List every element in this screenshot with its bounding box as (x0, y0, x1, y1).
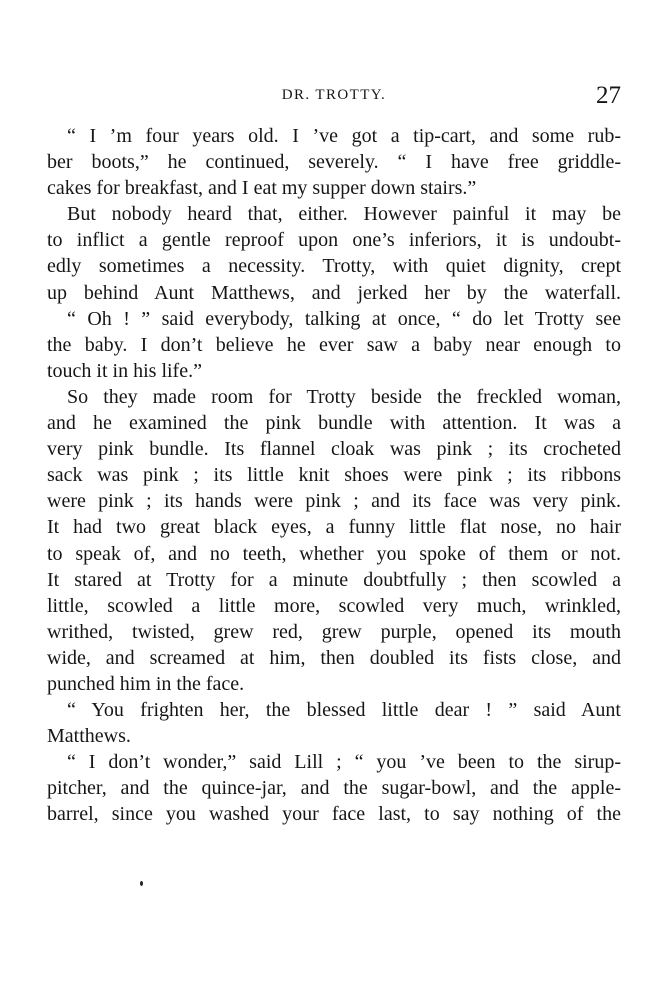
text-line: the baby. I don’t believe he ever saw a baby near enough to (47, 333, 621, 356)
running-title: DR. TROTTY. (281, 87, 387, 103)
text-line: barrel, since you washed your face last, to say nothing of the (47, 803, 621, 826)
text-line: But nobody heard that, either. However painful it may be (67, 203, 621, 226)
text-line: It stared at Trotty for a minute doubtfully ; then scowled a (47, 568, 621, 591)
text-line: to speak of, and no teeth, whether you spoke of them or not. (47, 542, 621, 565)
text-line: wide, and screamed at him, then doubled its fists close, and (47, 646, 621, 669)
text-line: “ You frighten her, the blessed little dear ! ” said Aunt (67, 699, 621, 722)
page-number: 27 (596, 82, 621, 109)
text-line: punched him in the face. (47, 672, 245, 695)
text-line: It had two great black eyes, a funny little flat nose, no hair (47, 516, 621, 539)
text-line: and he examined the pink bundle with attention. It was a (47, 412, 621, 435)
text-line: touch it in his life.” (47, 359, 202, 382)
text-line: writhed, twisted, grew red, grew purple, opened its mouth (47, 620, 621, 643)
text-line: up behind Aunt Matthews, and jerked her by the waterfall. (47, 281, 621, 304)
text-line: were pink ; its hands were pink ; and its face was very pink. (47, 490, 621, 513)
text-line: ber boots,” he continued, severely. “ I have free griddle- (47, 151, 621, 174)
text-line: little, scowled a little more, scowled very much, wrinkled, (47, 594, 621, 617)
text-line: “ I don’t wonder,” said Lill ; “ you ’ve been to the sirup- (67, 751, 621, 774)
text-line: So they made room for Trotty beside the freckled woman, (67, 385, 621, 408)
ink-speck (140, 881, 143, 886)
text-line: Matthews. (47, 725, 131, 748)
text-line: sack was pink ; its little knit shoes were pink ; its ribbons (47, 464, 621, 487)
text-line: to inflict a gentle reproof upon one’s inferiors, it is undoubt- (47, 229, 621, 252)
text-line: cakes for breakfast, and I eat my supper down stairs.” (47, 177, 477, 200)
text-line: pitcher, and the quince-jar, and the sugar-bowl, and the apple- (47, 777, 621, 800)
text-line: edly sometimes a necessity. Trotty, with quiet dignity, crept (47, 255, 621, 278)
running-head (47, 84, 621, 108)
text-line: “ I ’m four years old. I ’ve got a tip-cart, and some rub- (67, 125, 621, 147)
text-line: very pink bundle. Its flannel cloak was pink ; its crocheted (47, 438, 621, 461)
body-text (47, 123, 621, 828)
text-line: “ Oh ! ” said everybody, talking at once, “ do let Trotty see (67, 307, 621, 330)
